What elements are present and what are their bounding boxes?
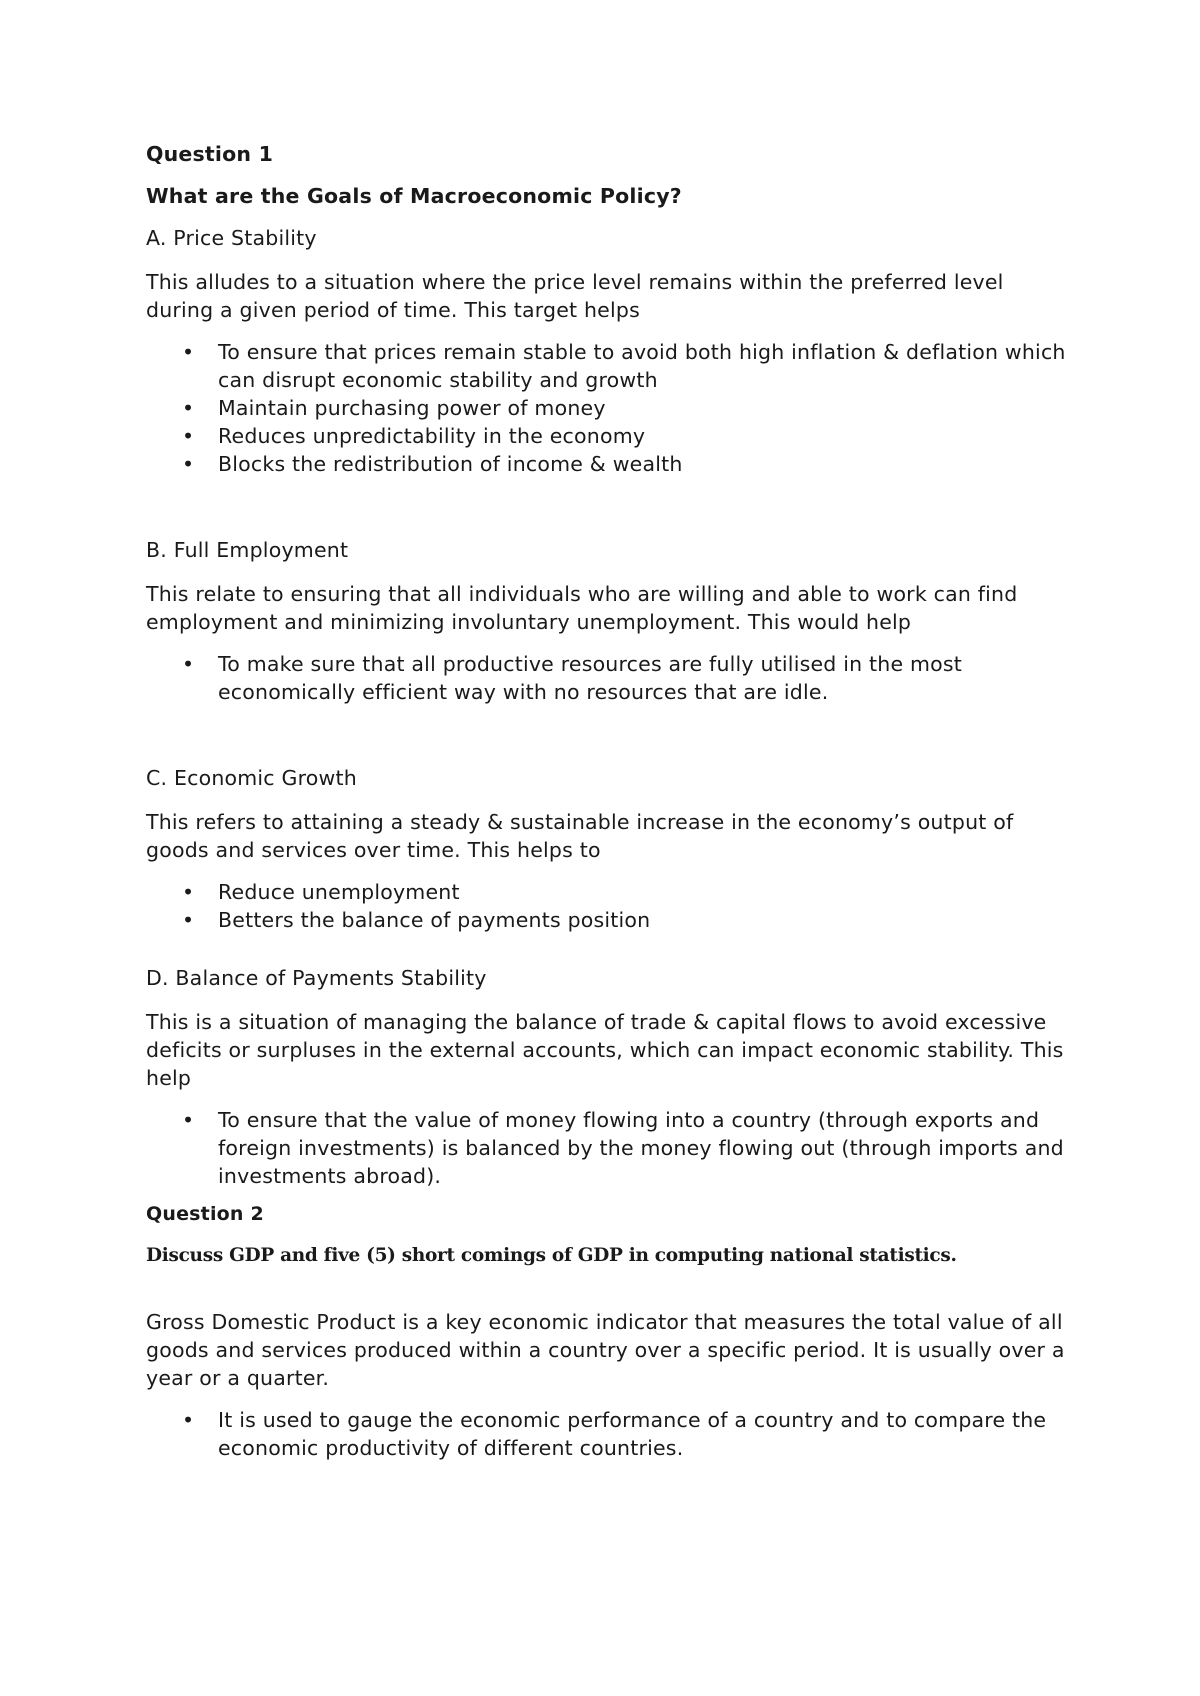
section-heading: B. Full Employment (146, 538, 349, 562)
bullet-icon: • (182, 652, 195, 676)
section-full-employment (146, 536, 1076, 706)
list-item: • Blocks the redistribution of income & wealth (182, 452, 683, 476)
bullet-icon: • (182, 908, 195, 932)
section-paragraph: This refers to attaining a steady & sustainable increase in the economy’s output of goods and services over time. This helps to (146, 810, 1014, 862)
section-paragraph: This alludes to a situation where the price level remains within the preferred level during a given period of time. This target helps (146, 270, 1004, 322)
section-heading: D. Balance of Payments Stability (146, 966, 487, 990)
bullet-list (146, 1406, 1076, 1462)
question-2-subtitle: Discuss GDP and five (5) short comings of GDP in computing national statistics. (146, 1245, 957, 1266)
bullet-icon: • (182, 396, 195, 420)
bullet-icon: • (182, 424, 195, 448)
gdp-paragraph: Gross Domestic Product is a key economic indicator that measures the total value of all goods and services produced within a country over a specific period. It is usually over a year or a quarter. (146, 1310, 1065, 1390)
question-1-title: Question 1 (146, 142, 274, 166)
bullet-icon: • (182, 452, 195, 476)
list-item: • Maintain purchasing power of money (182, 396, 606, 420)
section-economic-growth (146, 764, 1076, 934)
bullet-icon: • (182, 340, 195, 364)
section-paragraph: This is a situation of managing the balance of trade & capital flows to avoid excessive deficits or surpluses in the external accounts, which can impact economic stability. This help (146, 1010, 1064, 1090)
bullet-list (146, 338, 1076, 478)
bullet-list (146, 1106, 1076, 1190)
list-item: • To ensure that the value of money flowing into a country (through exports and foreign investments) is balanced by the money flowing out (through imports and investments abroad). (182, 1108, 1064, 1188)
bullet-list (146, 878, 1076, 934)
list-item: • To ensure that prices remain stable to avoid both high inflation & deflation which can disrupt economic stability and growth (182, 340, 1066, 392)
list-item: • Reduces unpredictability in the economy (182, 424, 646, 448)
list-item: • It is used to gauge the economic performance of a country and to compare the economic productivity of different countries. (182, 1408, 1047, 1460)
section-paragraph: This relate to ensuring that all individuals who are willing and able to work can find employment and minimizing involuntary unemployment. This would help (146, 582, 1018, 634)
section-heading: C. Economic Growth (146, 766, 357, 790)
document-page (146, 140, 1076, 1462)
section-balance-of-payments (146, 964, 1076, 1190)
bullet-icon: • (182, 880, 195, 904)
bullet-icon: • (182, 1408, 195, 1432)
list-item: • To make sure that all productive resources are fully utilised in the most economically efficient way with no resources that are idle. (182, 652, 963, 704)
list-item: • Reduce unemployment (182, 880, 460, 904)
section-heading: A. Price Stability (146, 226, 317, 250)
question-1-subtitle: What are the Goals of Macroeconomic Policy? (146, 184, 682, 208)
list-item: • Betters the balance of payments position (182, 908, 651, 932)
bullet-icon: • (182, 1108, 195, 1132)
question-2-title: Question 2 (146, 1203, 264, 1225)
section-price-stability (146, 224, 1076, 478)
bullet-list (146, 650, 1076, 706)
